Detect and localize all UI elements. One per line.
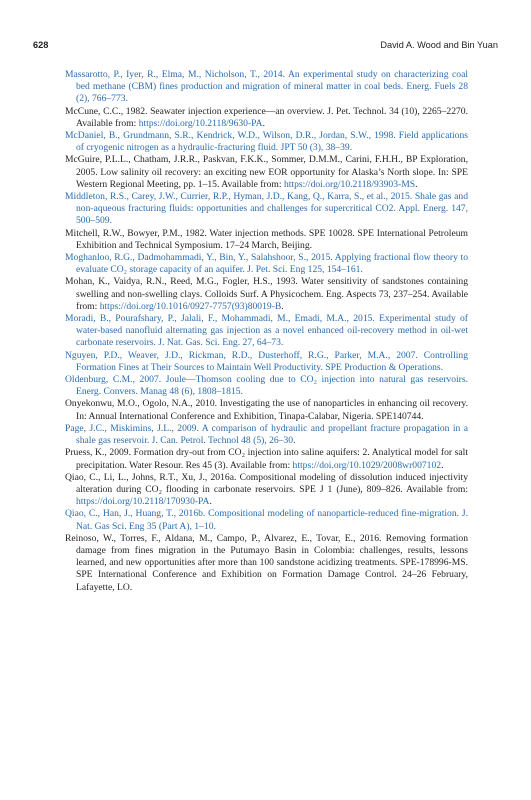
reference-terminator: . (209, 496, 212, 508)
reference-text: Oldenburg, C.M., 2007. Joule—Thomson cooling due to CO₂ injection into natural gas reservoirs. Energ. Convers. Manag 48 (6), 1808–1815. (65, 374, 468, 398)
reference-entry (65, 276, 468, 313)
reference-text: McDaniel, B., Grundmann, S.R., Kendrick, W.D., Wilson, D.R., Jordan, S.W., 1998. Field applications of cryogenic nitrogen as a hydraulic-fracturing fluid. JPT 50 (3), 38–39. (65, 130, 468, 154)
reference-terminator: . (441, 459, 444, 471)
reference-text: Reinoso, W., Torres, F., Aldana, M., Campo, P., Alvarez, E., Tovar, E., 2016. Removing formation damage from fines migration in the Putumayo Basin in Colombia: challenges, results, lessons learned, and new opportunities after more than 100 sandstone acidizing treatments. SPE-178996-MS. SPE International Conference and Exhibition on Formation Damage Control. 24–26 February, Lafayette, LO. (65, 532, 468, 593)
reference-text: Nguyen, P.D., Weaver, J.D., Rickman, R.D., Dusterhoff, R.G., Parker, M.A., 2007. Controlling Formation Fines at Their Sources to Maintain Well Productivity. SPE Production & Operations. (65, 349, 468, 373)
reference-entry (65, 472, 468, 509)
reference-text: Mitchell, R.W., Bowyer, P.M., 1982. Water injection methods. SPE 10028. SPE International Petroleum Exhibition and Technical Symposium. 17–24 March, Beijing. (65, 227, 468, 251)
reference-terminator: . (281, 300, 284, 312)
reference-text: Moradi, B., Pourafshary, P., Jalali, F., Mohammadi, M., Emadi, M.A., 2015. Experimental study of water-based nanofluid alternating gas injection as a novel enhanced oil-recovery method in oil-wet carbonate reservoirs. J. Nat. Gas. Sci. Eng. 27, 64–73. (65, 313, 468, 349)
reference-entry[interactable] (65, 130, 468, 154)
reference-entry[interactable] (65, 69, 468, 106)
page-number: 628 (33, 40, 49, 50)
reference-text: Qiao, C., Li, L., Johns, R.T., Xu, J., 2016a. Compositional modeling of dissolution induced injectivity alteration during CO₂ flooding in carbonate reservoirs. SPE J 1 (June), 809–826. Available from: (65, 471, 468, 495)
doi-link[interactable]: https://doi.org/10.1029/2008wr007102 (292, 459, 442, 471)
reference-text: Onyekonwu, M.O., Ogolo, N.A., 2010. Investigating the use of nanoparticles in enhancing oil recovery. In: Annual International Conference and Exhibition, Tinapa-Calabar, Nigeria. SPE140744. (65, 398, 468, 422)
reference-terminator: . (262, 117, 265, 129)
doi-link[interactable]: https://doi.org/10.2118/9630-PA (138, 117, 263, 129)
reference-text: Mohan, K., Vaidya, R.N., Reed, M.G., Fogler, H.S., 1993. Water sensitivity of sandstones containing swelling and non-swelling clays. Colloids Surf. A Physicochem. Eng. Aspects 73, 237–254. Available from: (65, 276, 468, 312)
reference-entry[interactable] (65, 374, 468, 398)
reference-entry (65, 106, 468, 130)
reference-entry[interactable] (65, 350, 468, 374)
reference-entry (65, 447, 468, 471)
reference-text: Middleton, R.S., Carey, J.W., Currier, R.P., Hyman, J.D., Kang, Q., Karra, S., et al., 2015. Shale gas and non-aqueous fracturing fluids: opportunities and challenges for supercritical CO2. Appl. Energ. 147, 500–509. (65, 191, 468, 227)
reference-entry (65, 228, 468, 252)
reference-text: McGuire, P.L.L., Chatham, J.R.R., Paskvan, F.K.K., Sommer, D.M.M., Carini, F.H.H., BP Exploration, 2005. Low salinity oil recovery: an exciting new EOR opportunity for Alaska’s North slope. In: SPE Western Regional Meeting, pp. 1–15. Available from: (65, 154, 468, 190)
reference-entry[interactable] (65, 191, 468, 228)
reference-entry[interactable] (65, 252, 468, 276)
reference-text: Massarotto, P., Iyer, R., Elma, M., Nicholson, T., 2014. An experimental study on characterizing coal bed methane (CBM) fines production and migration of mineral matter in coal beds. Energ. Fuels 28 (2), 766–773. (65, 69, 468, 105)
reference-text: Moghanloo, R.G., Dadmohammadi, Y., Bin, Y., Salahshoor, S., 2015. Applying fractional flow theory to evaluate CO₂ storage capacity of an aquifer. J. Pet. Sci. Eng 125, 154–161. (65, 252, 468, 276)
reference-entry[interactable] (65, 508, 468, 532)
reference-entry (65, 533, 468, 594)
reference-text: McCune, C.C., 1982. Seawater injection experience—an overview. J. Pet. Technol. 34 (10), 2265–2270. Available from: (65, 105, 468, 129)
reference-text: Qiao, C., Han, J., Huang, T., 2016b. Compositional modeling of nanoparticle-reduced fine-migration. J. Nat. Gas Sci. Eng 35 (Part A), 1–10. (65, 508, 468, 532)
reference-entry (65, 154, 468, 191)
reference-entry[interactable] (65, 423, 468, 447)
reference-text: Page, J.C., Miskimins, J.L., 2009. A comparison of hydraulic and propellant fracture propagation in a shale gas reservoir. J. Can. Petrol. Technol 48 (5), 26–30. (65, 422, 468, 447)
reference-list (65, 69, 468, 594)
doi-link[interactable]: https://doi.org/10.2118/93903-MS (283, 178, 416, 190)
reference-entry (65, 398, 468, 422)
reference-entry[interactable] (65, 313, 468, 350)
doi-link[interactable]: https://doi.org/10.2118/170930-PA (76, 496, 210, 508)
running-title: David A. Wood and Bin Yuan (380, 40, 498, 50)
reference-text: Pruess, K., 2009. Formation dry-out from CO₂ injection into saline aquifers: 2. Analytical model for salt precipitation. Water Resour. Res 45 (3). Available from: (65, 447, 468, 471)
reference-terminator: . (415, 178, 418, 190)
doi-link[interactable]: https://doi.org/10.1016/0927-7757(93)80019-B (99, 300, 282, 312)
